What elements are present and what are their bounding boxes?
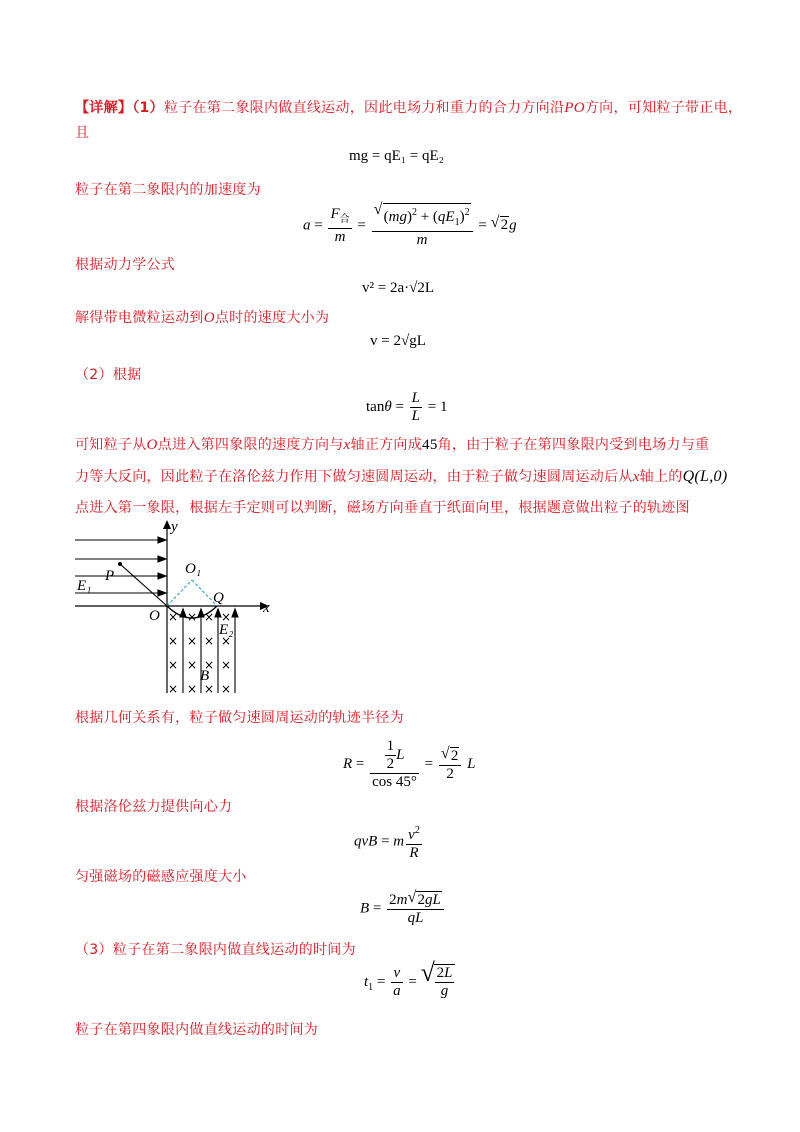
equation-acceleration: a = $\frac{F_合}{m}$ = √ $(mg)^2 + (qE_1)^2$ m = √ 2g <box>303 201 517 248</box>
p4-text-a: 解得带电微粒运动到 <box>75 310 204 326</box>
p6-angle: 45 <box>422 437 438 453</box>
y-axis-arrow <box>163 520 171 529</box>
equation-kinematics: v² = 2a·√2L <box>362 280 435 296</box>
p7-text-a: 力等大反向，因此粒子在洛伦兹力作用下做匀速圆周运动，由于粒子做匀速圆周运动后从 <box>75 469 633 485</box>
paragraph-3: 根据动力学公式 <box>75 257 176 273</box>
svg-text:×: × <box>167 610 179 624</box>
label-q: Q <box>213 590 224 606</box>
svg-text:×: × <box>167 682 179 696</box>
p6-text-a: 可知粒子从 <box>75 437 147 453</box>
svg-text:×: × <box>203 634 215 648</box>
equation-velocity: v = 2√gL <box>370 333 426 349</box>
svg-text:×: × <box>186 682 198 696</box>
q-point: Q(L,0) <box>682 468 728 485</box>
svg-text:×: × <box>220 658 232 672</box>
paragraph-10: 根据洛伦兹力提供向心力 <box>75 799 233 815</box>
p7-x: x <box>632 469 640 485</box>
equation-tangent: tanθ = $\frac{L}{L}$ = 1 <box>366 390 448 424</box>
label-x: x <box>263 600 270 616</box>
svg-text:×: × <box>167 658 179 672</box>
label-p: P <box>105 568 115 584</box>
equation-time-1: $t_1$ = $\frac{v}{a}$ = √ $\frac{2L}{g}$ <box>364 964 455 1000</box>
p7-text-b: 轴上的 <box>639 469 683 485</box>
part-1-label: （1） <box>132 100 164 116</box>
radius-o-o1 <box>167 580 192 606</box>
paragraph-8: 点进入第一象限，根据左手定则可以判断，磁场方向垂直于纸面向里，根据题意做出粒子的轨迹图 <box>75 500 690 516</box>
paragraph-11: 匀强磁场的磁感应强度大小 <box>75 869 247 885</box>
p4-text-b: 点时的速度大小为 <box>214 310 330 326</box>
label-e1: E₁ <box>77 578 92 594</box>
svg-text:×: × <box>220 634 232 648</box>
p6-o: O <box>146 437 158 453</box>
svg-text:×: × <box>220 682 232 696</box>
p6-text-b: 点进入第四象限的速度方向与 <box>157 437 344 453</box>
paragraph-7 <box>75 466 728 486</box>
svg-text:×: × <box>220 610 232 624</box>
p4-o: O <box>203 310 215 326</box>
p1-continuation: 且 <box>75 125 90 141</box>
p1-text-a: 粒子在第二象限内做直线运动，因此电场力和重力的合力方向沿 <box>163 100 565 116</box>
svg-text:×: × <box>203 682 215 696</box>
paragraph-4 <box>75 307 329 327</box>
equation-lorentz: qvB = m $\frac{v^2}{R}$ <box>354 822 424 862</box>
svg-text:×: × <box>203 658 215 672</box>
label-o: O <box>149 608 160 624</box>
p6-x: x <box>343 437 351 453</box>
paragraph-2: 粒子在第二象限内的加速度为 <box>75 182 261 198</box>
paragraph-9: 根据几何关系有，粒子做匀速圆周运动的轨迹半径为 <box>75 710 404 726</box>
svg-text:×: × <box>203 610 215 624</box>
p6-text-c: 轴正方向成 <box>350 437 423 453</box>
paragraph-1 <box>75 97 742 117</box>
label-e2: E₂ <box>219 622 234 638</box>
path-po <box>120 564 167 606</box>
svg-text:×: × <box>186 634 198 648</box>
p1-text-b: 方向，可知粒子带正电， <box>584 100 743 116</box>
equation-force-balance: mg = qE₁ = qE₂ <box>349 148 444 164</box>
paragraph-12: （3）粒子在第二象限内做直线运动的时间为 <box>75 942 356 958</box>
equation-magnetic-field: B = 2m √ 2gL qL <box>360 891 446 927</box>
equation-radius: R = $\frac{1}{2}$ L cos 45° = √ 2 2 L <box>343 738 476 790</box>
svg-text:×: × <box>186 610 198 624</box>
p1-po: PO <box>564 100 585 116</box>
svg-text:×: × <box>186 658 198 672</box>
label-b: B <box>200 668 210 684</box>
paragraph-5: （2）根据 <box>75 367 142 383</box>
paragraph-13: 粒子在第四象限内做直线运动的时间为 <box>75 1022 319 1038</box>
label-y: y <box>171 519 178 535</box>
trajectory-diagram <box>75 518 280 698</box>
label-o1: O₁ <box>185 561 202 577</box>
paragraph-6 <box>75 434 709 454</box>
svg-text:×: × <box>167 634 179 648</box>
answer-tag: 【详解】 <box>75 100 133 116</box>
p6-text-d: 角，由于粒子在第四象限内受到电场力与重 <box>437 437 710 453</box>
